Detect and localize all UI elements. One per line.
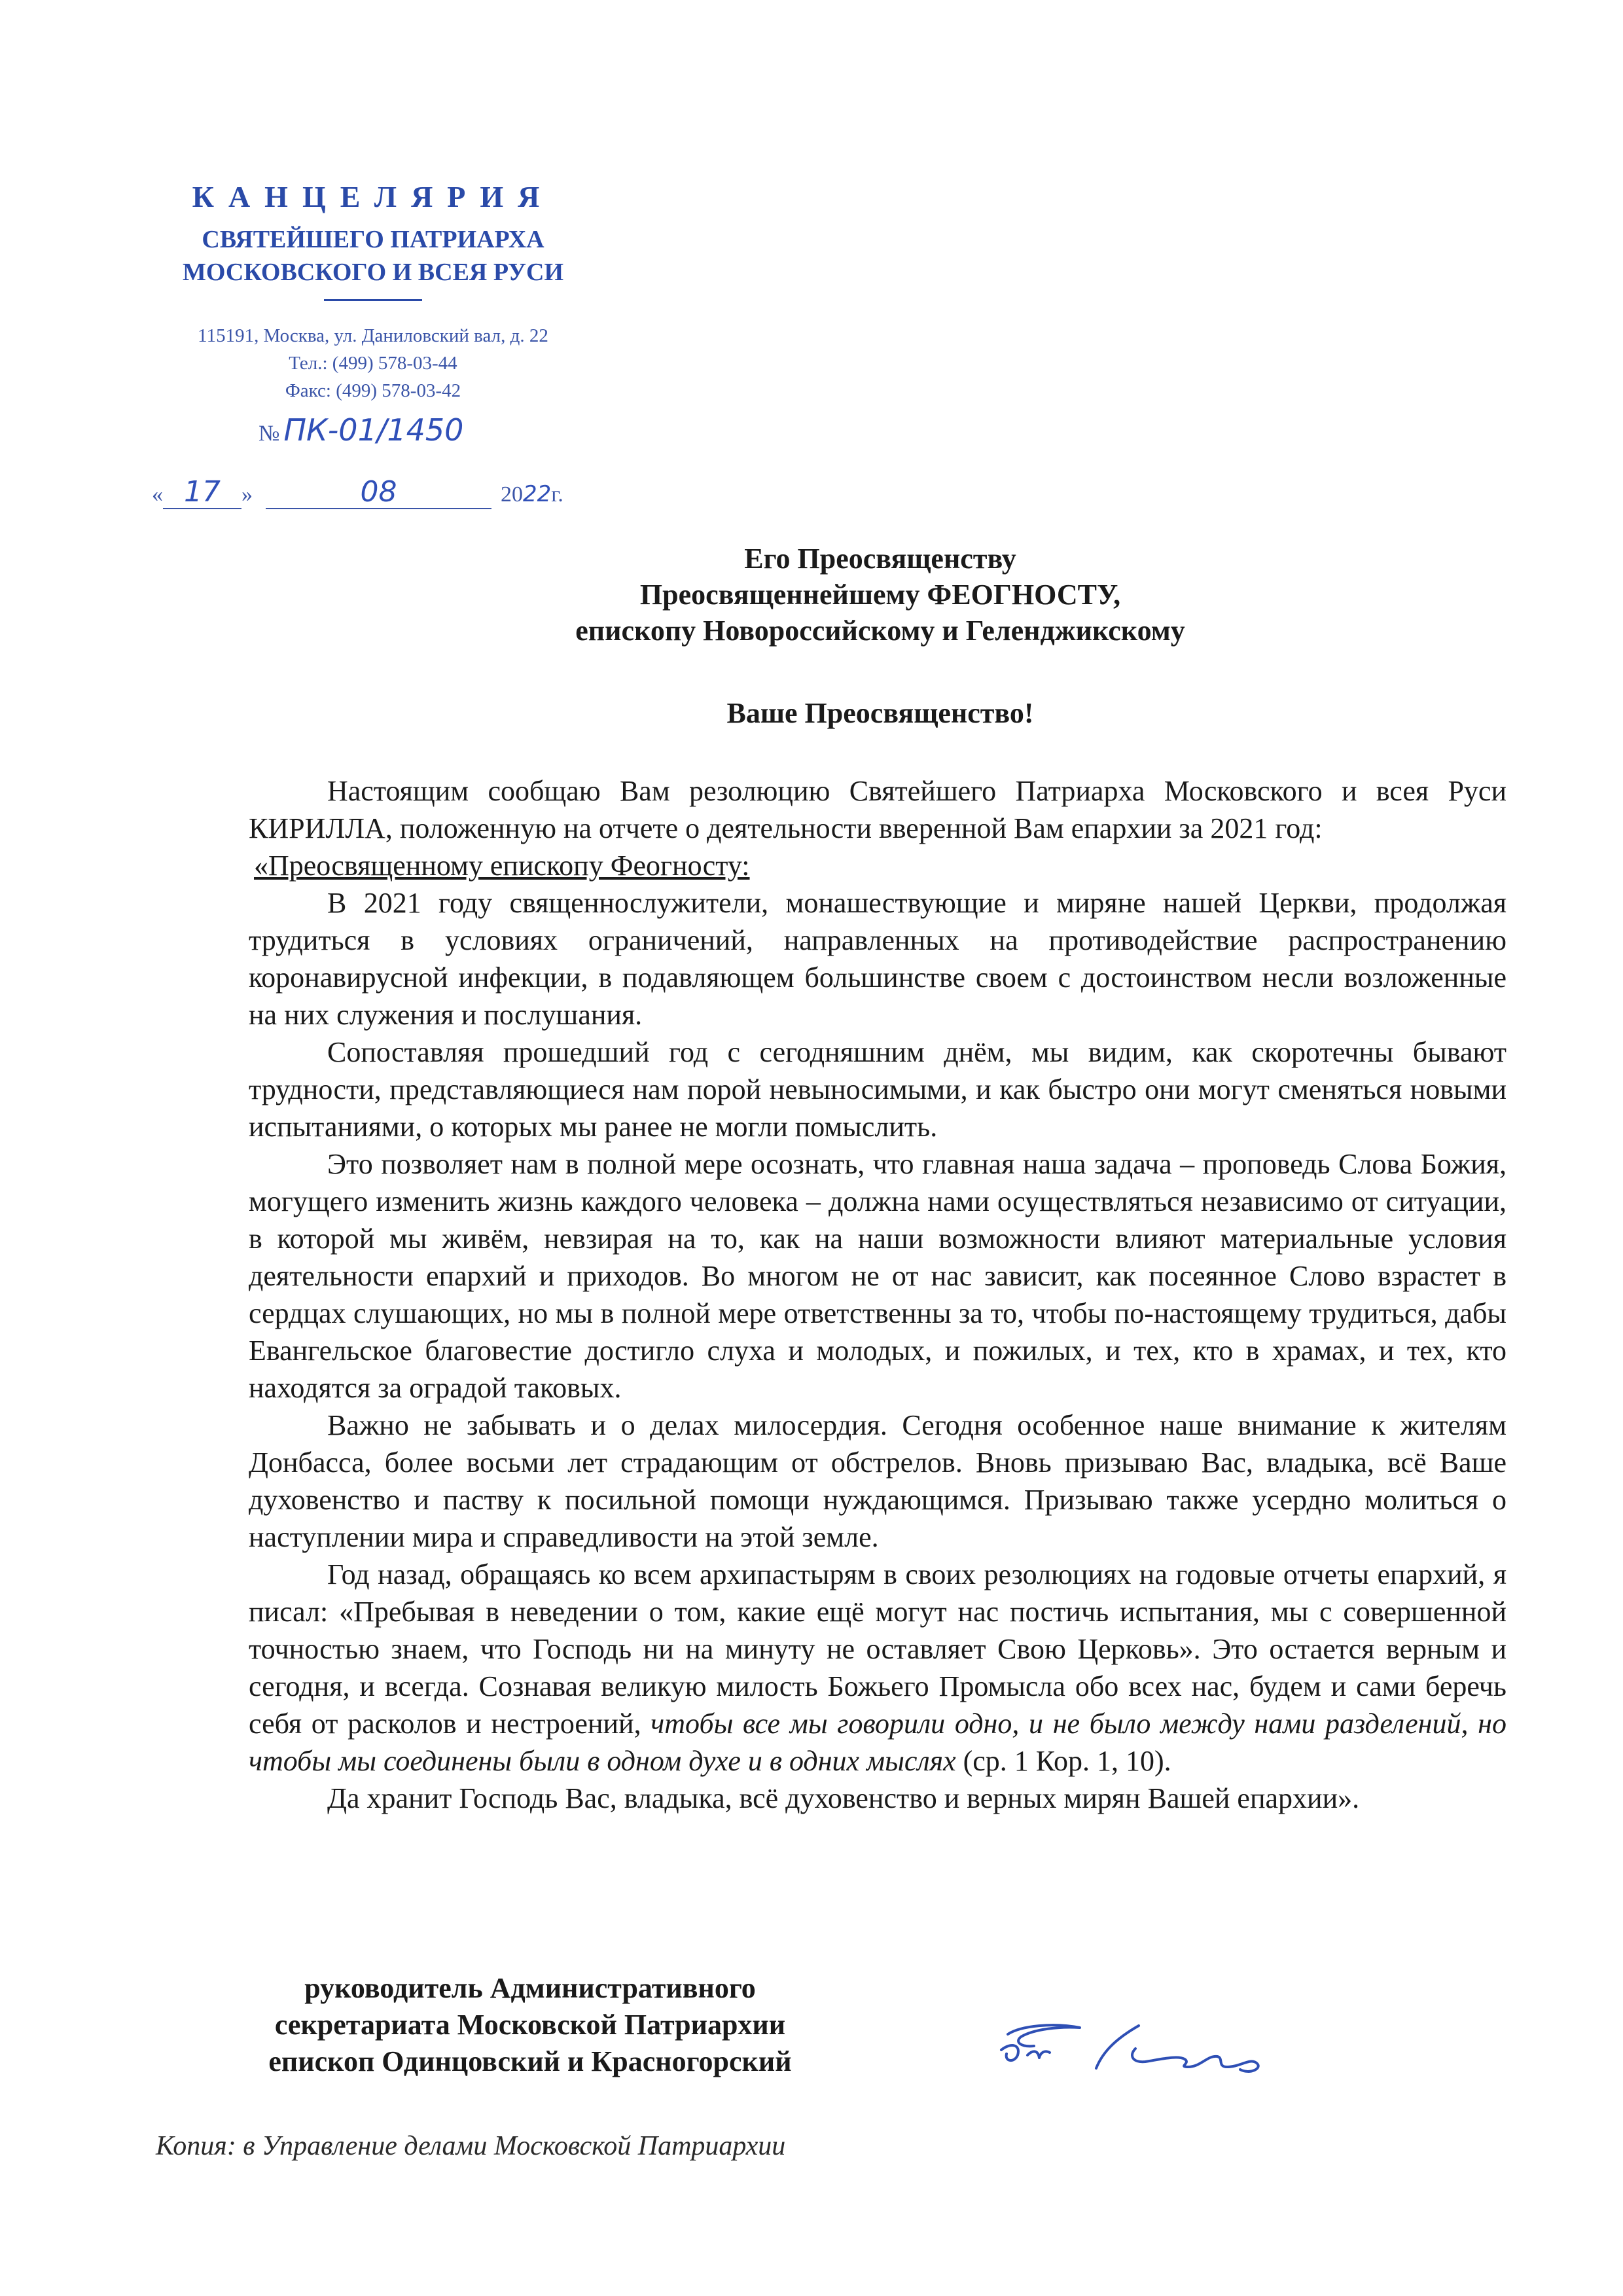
paragraph-2 (254, 847, 1507, 884)
number-label: № (259, 422, 280, 446)
paragraph-4: Сопоставляя прошедший год с сегодняшним днём, мы видим, как скоротечны бывают трудности, представляющиеся нам порой невыносимыми, и как быстро они могут сменяться новыми испытаниями, о которых мы ранее не могли помыслить. (249, 1036, 1507, 1143)
date-year-suffix: 22 (523, 481, 552, 507)
handwritten-signature (982, 1990, 1283, 2094)
signer-line-2: секретариата Московской Патриархии (274, 2009, 786, 2041)
paragraph-8: Да хранит Господь Вас, владыка, всё духовенство и верных мирян Вашей епархии». (327, 1782, 1360, 1814)
letterhead-sub-2: МОСКОВСКОГО И ВСЕЯ РУСИ (182, 259, 564, 286)
paragraph-7 (249, 1556, 1507, 1780)
signer-line-1: руководитель Административного (304, 1972, 756, 2004)
number-value: ПК-01/1450 (283, 412, 464, 448)
date-year-prefix: 20 (501, 482, 523, 507)
date-open-quote: « (152, 482, 163, 507)
paragraph-1: Настоящим сообщаю Вам резолюцию Святейшего Патриарха Московского и всея Руси КИРИЛЛА, положенную на отчете о деятельности вверенной Вам епархии за 2021 год: (249, 775, 1507, 844)
date-year-end: г. (551, 482, 563, 507)
reference-date (152, 476, 563, 509)
addressee-line-1: Его Преосвященству (744, 543, 1016, 575)
paragraph-3: В 2021 году священнослужители, монашествующие и миряне нашей Церкви, продолжая трудиться в условиях ограничений, направленных на противодействие распространению коронавирусной инфекции, в подавляющем большинстве своем с достоинством несли возложенные на них служения и послушания. (249, 887, 1507, 1031)
reference-number (259, 412, 463, 448)
paragraph-5: Это позволяет нам в полной мере осознать, что главная наша задача – проповедь Слова Божия, могущего изменить жизнь каждого человека – должна нами осуществляться независимо от ситуации, в которой мы живём, невзирая на то, как на наши возможности влияют материальные условия деятельности епархий и приходов. Во многом не от нас зависит, как посеянное Слово взрастет в сердцах слушающих, но мы в полной мере ответственны за то, чтобы по-настоящему трудиться, дабы Евангельское благовестие достигло слуха и молодых, и пожилых, и тех, кто в храмах, и тех, кто находятся за оградой таковых. (249, 1148, 1507, 1404)
addressee (366, 541, 1394, 649)
paragraph-6: Важно не забывать и о делах милосердия. Сегодня особенное наше внимание к жителям Донбасса, более восьми лет страдающим от обстрелов. Вновь призываю Вас, владыка, всё Ваше духовенство и паству к посильной помощи нуждающимся. Призываю также усердно молиться о наступлении мира и справедливости на этой земле. (249, 1409, 1507, 1553)
letterhead (124, 180, 622, 404)
date-close-quote: » (241, 482, 253, 507)
date-year (501, 482, 563, 507)
letterhead-fax: Факс: (499) 578-03-42 (285, 380, 461, 401)
copy-note: Копия: в Управление делами Московской Патриархии (156, 2131, 786, 2161)
scripture-quote: чтобы все мы говорили одно, и не было между нами разделений, но чтобы мы соединены были в одном духе и в одних мыслях (249, 1708, 1507, 1777)
resolution-salutation: «Преосвященному епископу Феогносту: (254, 850, 750, 882)
addressee-line-2: Преосвященнейшему ФЕОГНОСТУ, (639, 579, 1121, 611)
signer-line-3: епископ Одинцовский и Красногорский (268, 2045, 792, 2077)
signer-block (216, 1970, 844, 2080)
addressee-line-3: епископу Новороссийскому и Геленджикскому (575, 615, 1185, 647)
date-day: 17 (163, 476, 241, 509)
date-month: 08 (266, 476, 491, 509)
paragraph-7-a: Год назад, обращаясь ко всем архипастырям в своих резолюциях на годовые отчеты епархий, я писал: «Пребывая в неведении о том, какие ещё могут нас постичь испытания, мы с совершенной точностью знаем, что Господь ни на минуту не оставляет Свою Церковь». Это остается верным и сегодня, и всегда. Сознавая великую милость Божьего Промысла обо всех нас, будем и сами беречь себя от расколов и нестроений, (249, 1558, 1507, 1740)
letterhead-sub-1: СВЯТЕЙШЕГО ПАТРИАРХА (202, 226, 544, 253)
letterhead-phone: Тел.: (499) 578-03-44 (289, 353, 457, 374)
letterhead-org: КАНЦЕЛЯРИЯ (192, 180, 554, 213)
letter-body (249, 772, 1507, 1817)
letterhead-address: 115191, Москва, ул. Даниловский вал, д. 22 (198, 325, 548, 346)
letterhead-divider (324, 299, 422, 301)
greeting: Ваше Преосвященство! (726, 697, 1034, 729)
paragraph-7-b: (ср. 1 Кор. 1, 10). (955, 1745, 1171, 1777)
